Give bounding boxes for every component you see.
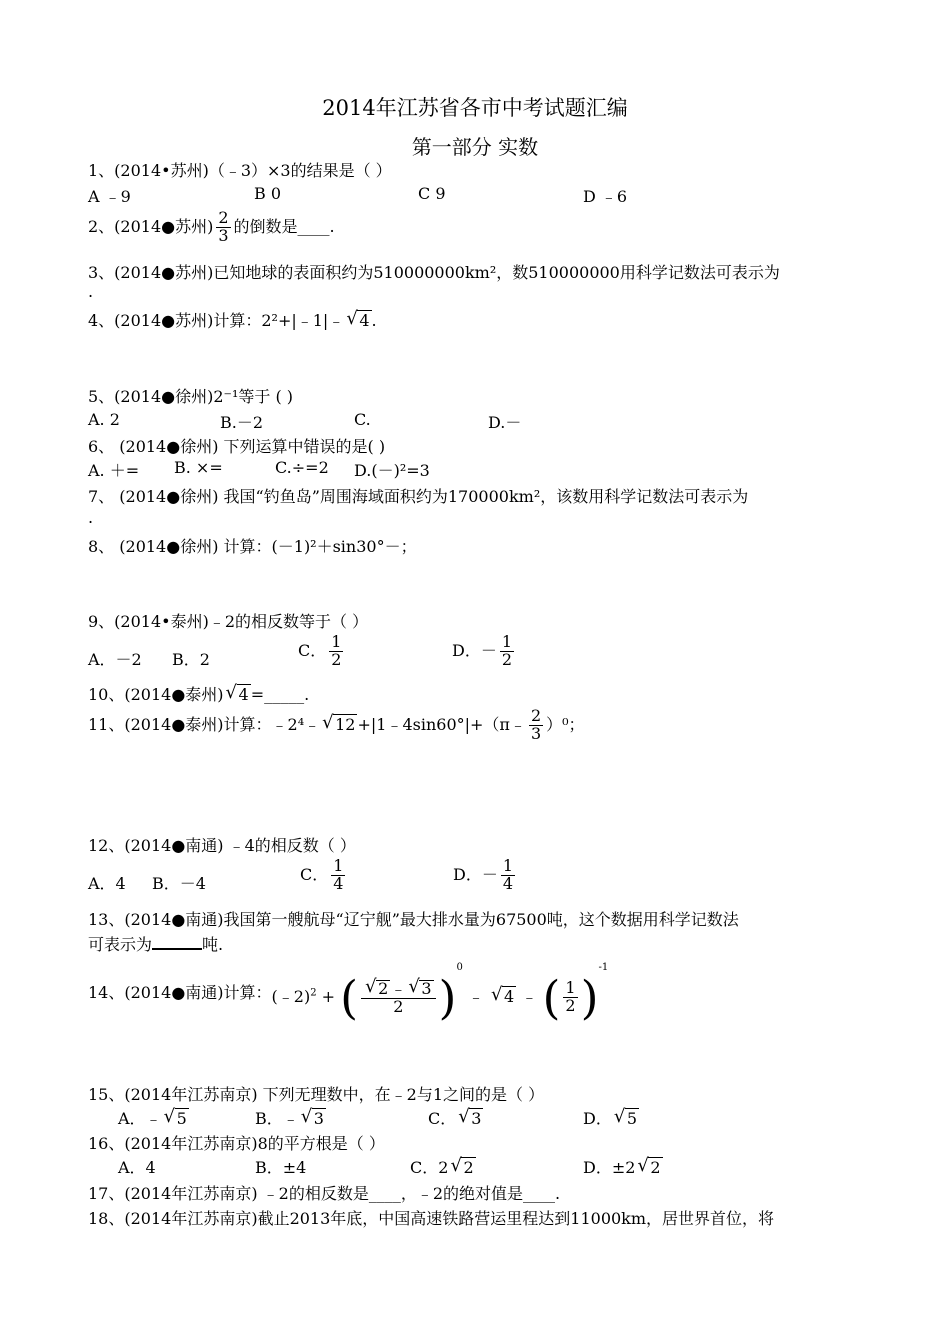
q9-d-den: 2	[501, 649, 513, 669]
q12-option-d	[453, 858, 518, 893]
q15-a-label: A．﹣	[118, 1109, 162, 1128]
question-3-tail: .	[88, 282, 94, 301]
q12-option-c-label: C．	[300, 864, 329, 884]
question-5: 5、(2014●徐州)2⁻¹等于 ( )	[88, 387, 294, 406]
q16-c-label: C．2	[410, 1158, 449, 1177]
q14-prefix: 14、(2014●南通)计算：	[88, 982, 272, 1002]
q5-option-a: A. 2	[88, 410, 120, 429]
q4-prefix: 4、(2014●苏州)计算：2²+|﹣1|﹣	[88, 311, 345, 330]
question-15: 15、(2014年江苏南京) 下列无理数中，在﹣2与1之间的是（ ）	[88, 1085, 545, 1104]
q9-fraction-c	[329, 634, 343, 669]
q2-fraction	[216, 210, 230, 245]
right-paren-icon: )	[580, 970, 599, 1025]
q14-fden: 2	[565, 996, 576, 1015]
q5-option-d: D.－	[488, 413, 522, 432]
question-18: 18、(2014年江苏南京)截止2013年底，中国高速铁路营运里程达到11000km，居世界首位，将	[88, 1209, 775, 1228]
q16-option-a: A．4	[118, 1158, 156, 1177]
question-13: 13、(2014●南通)我国第一艘航母“辽宁舰”最大排水量为67500吨，这个数据用科学记数法	[88, 910, 739, 929]
q14-r1: 2	[378, 978, 389, 998]
sqrt-symbol	[491, 986, 516, 1006]
q11-num: 2	[530, 706, 542, 725]
sqrt-symbol	[301, 1108, 326, 1128]
q12-option-d-label: D．－	[453, 864, 498, 884]
q12-fraction-d	[501, 858, 515, 893]
q11-radicand: 12	[335, 714, 356, 734]
sqrt-symbol	[458, 1108, 483, 1128]
q2-prefix: 2、(2014●苏州)	[88, 216, 214, 236]
q14-den: 2	[393, 996, 404, 1016]
q14-minus-inner: ﹣	[390, 978, 407, 998]
q14-r2: 3	[421, 978, 432, 998]
q12-fraction-c	[331, 858, 345, 893]
sqrt-symbol	[164, 1108, 189, 1128]
q5-option-b: B.－2	[220, 413, 264, 432]
q2-suffix: 的倒数是____.	[233, 216, 335, 236]
question-7: 7、 (2014●徐州) 我国“钓鱼岛”周围海域面积约为170000km²，该数用科学记数法可表示为	[88, 487, 749, 506]
q16-option-c	[410, 1155, 476, 1178]
question-7-tail: .	[88, 508, 94, 527]
q16-d-rad: 2	[650, 1158, 661, 1177]
q14-fraction-1	[361, 980, 435, 1016]
q11-suffix: ）⁰；	[546, 714, 585, 734]
sqrt-symbol	[322, 714, 357, 734]
sqrt-symbol	[637, 1157, 662, 1177]
q6-option-b: B. ×=	[174, 458, 223, 477]
q15-b-label: B．﹣	[255, 1109, 299, 1128]
q14-plus: +	[321, 987, 336, 1006]
q10-suffix: =_____.	[250, 685, 310, 704]
q9-option-d-label: D．－	[452, 640, 497, 660]
q2-numerator: 2	[218, 208, 229, 227]
question-17: 17、(2014年江苏南京) ﹣2的相反数是____，﹣2的绝对值是____.	[88, 1184, 561, 1203]
q15-option-a	[118, 1106, 189, 1129]
q16-option-b: B．±4	[255, 1158, 307, 1177]
q14-exp1: 2	[310, 987, 317, 999]
q14-expression	[271, 962, 609, 1025]
left-paren-icon: (	[340, 970, 359, 1025]
question-11	[88, 708, 585, 743]
q12-d-den: 4	[502, 873, 514, 893]
sqrt-symbol	[614, 1108, 639, 1128]
question-13-line2	[88, 932, 223, 955]
q12-d-num: 1	[502, 856, 514, 875]
q12-c-num: 1	[333, 856, 344, 875]
q14-exp3: -1	[598, 962, 609, 973]
question-8: 8、 (2014●徐州) 计算：(－1)²＋sin30°－；	[88, 537, 417, 556]
sqrt-symbol	[450, 1157, 475, 1177]
q15-option-c	[428, 1106, 483, 1129]
q1-option-b: B 0	[254, 184, 282, 203]
q12-option-c	[300, 858, 348, 893]
answer-blank	[152, 948, 202, 950]
q13-suffix: 吨.	[202, 935, 224, 954]
q6-option-a: A. ＋=	[88, 461, 140, 480]
sqrt-symbol	[346, 310, 371, 330]
q9-c-num: 1	[331, 632, 342, 651]
sqrt-symbol	[365, 980, 390, 998]
q9-option-d	[452, 634, 517, 669]
q11-middle: +|1﹣4sin60°|+（π﹣	[357, 714, 526, 734]
q16-option-d	[583, 1155, 663, 1178]
q6-option-d: D.(－)²=3	[354, 461, 430, 480]
question-14	[88, 962, 609, 1025]
q9-option-a: A．－2	[88, 650, 142, 669]
q15-c-rad: 3	[471, 1109, 482, 1128]
q9-option-c	[298, 634, 346, 669]
q1-option-c: C 9	[418, 184, 446, 203]
q12-c-den: 4	[333, 873, 344, 893]
q1-option-a: A ﹣9	[88, 187, 131, 206]
q9-option-c-label: C．	[298, 640, 327, 660]
question-9: 9、(2014•泰州)﹣2的相反数等于（ ）	[88, 612, 369, 631]
q1-option-d: D ﹣6	[583, 187, 628, 206]
q6-option-c: C.÷=2	[275, 458, 329, 477]
left-paren-icon: (	[542, 970, 561, 1025]
q13-prefix: 可表示为	[88, 935, 153, 954]
q14-fraction-2	[563, 980, 577, 1015]
q11-prefix: 11、(2014●泰州)计算：﹣2⁴﹣	[88, 714, 321, 734]
q14-exp2: 0	[456, 962, 463, 973]
q10-prefix: 10、(2014●泰州)	[88, 685, 224, 704]
q14-base: (﹣2)	[271, 987, 311, 1006]
question-16: 16、(2014年江苏南京)8的平方根是（ ）	[88, 1134, 385, 1153]
question-6: 6、 (2014●徐州) 下列运算中错误的是( )	[88, 437, 386, 456]
q10-radicand: 4	[238, 685, 249, 704]
q14-fnum: 1	[565, 978, 576, 998]
question-12: 12、(2014●南通) ﹣4的相反数（ ）	[88, 836, 356, 855]
q15-c-label: C．	[428, 1109, 457, 1128]
q14-num	[361, 980, 435, 999]
q15-d-label: D．	[583, 1109, 612, 1128]
q9-d-num: 1	[501, 632, 513, 651]
sqrt-symbol	[408, 980, 433, 998]
q15-a-rad: 5	[176, 1109, 187, 1128]
q14-r3: 4	[504, 987, 515, 1006]
question-10	[88, 682, 309, 705]
q16-d-label: D．±2	[583, 1158, 636, 1177]
q4-radicand: 4	[359, 311, 370, 330]
q11-den: 3	[530, 723, 542, 743]
document-title: 2014年江苏省各市中考试题汇编	[322, 96, 628, 120]
q9-option-b: B．2	[172, 650, 210, 669]
q14-minus-2: ﹣	[521, 987, 538, 1006]
question-1: 1、(2014•苏州)（﹣3）×3的结果是（ ）	[88, 161, 392, 180]
q15-option-d	[583, 1106, 639, 1129]
q16-c-rad: 2	[463, 1158, 474, 1177]
question-3: 3、(2014●苏州)已知地球的表面积约为510000000km²，数510000000用科学记数法可表示为	[88, 263, 780, 282]
sqrt-symbol	[226, 684, 251, 704]
question-4	[88, 308, 377, 331]
q9-fraction-d	[500, 634, 514, 669]
q4-suffix: .	[371, 311, 377, 330]
right-paren-icon: )	[438, 970, 457, 1025]
q14-minus: ﹣	[467, 987, 484, 1006]
section-title: 第一部分 实数	[411, 135, 539, 159]
q12-option-a: A．4	[88, 874, 126, 893]
q12-option-b: B．－4	[152, 874, 206, 893]
q9-c-den: 2	[331, 649, 342, 669]
question-2	[88, 210, 335, 245]
q15-d-rad: 5	[626, 1109, 638, 1128]
q11-fraction	[529, 708, 543, 743]
q2-denominator: 3	[218, 225, 229, 245]
q15-b-rad: 3	[313, 1109, 324, 1128]
q15-option-b	[255, 1106, 326, 1129]
q5-option-c: C.	[354, 410, 371, 429]
